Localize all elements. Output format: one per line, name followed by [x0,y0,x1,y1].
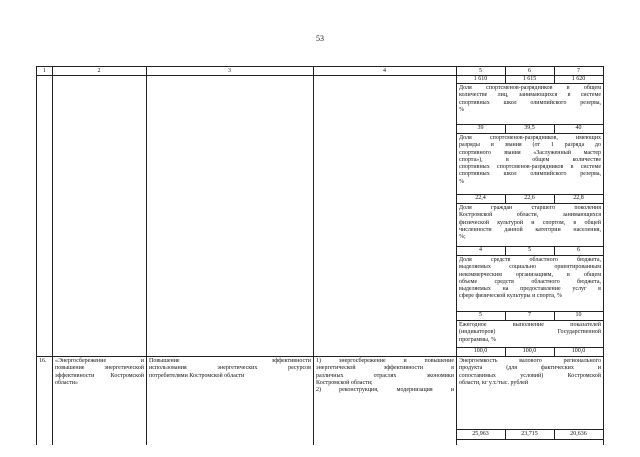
indicator-value: 22,6 [524,195,535,201]
page-number: 53 [316,34,324,43]
indicator-value: 100,0 [571,348,586,354]
indicator-value: 7 [528,312,531,318]
indicator-text: Доля спортсменов-разрядников в общем количестве лиц, занимающихся в системе спортивных школ олимпийского резерва, % [459,85,601,113]
indicator-value: 22,8 [573,195,584,201]
row-divider [456,255,604,256]
row-divider [37,356,604,357]
row-divider [456,320,604,321]
indicator-value: 5 [528,247,531,253]
indicator-text: Энергоемкость валового регионального продукта (для фактических и сопоставимых условий) Костромской области, кг у.т./тыс. рублей [459,358,601,386]
col-header: 4 [383,68,386,74]
row-divider [456,83,604,84]
col-header: 6 [528,68,531,74]
indicator-text: Доля спортсменов-разрядников, имеющих разряды и звания (от 1 разряда до спортивного звания «Заслуженный мастер спорта»), в общем количестве спортивных спортсменов-разрядников в системе спортивных школ олимпийского резерва, % [459,135,601,185]
indicator-value: 40 [575,125,582,131]
indicator-value: 20,636 [570,431,587,437]
indicator-value: 100,0 [522,348,537,354]
indicator-value: 39,5 [524,125,535,131]
indicator-value: 5 [479,312,482,318]
indicator-value: 1 610 [473,76,488,82]
row-divider [456,439,604,440]
row-number: 16. [39,358,47,364]
program-name: «Энергосбережение и повышение энергетической эффективности Костромской области» [55,358,144,386]
col-divider [52,67,53,445]
col-header: 7 [577,68,580,74]
indicator-value: 22,4 [475,195,486,201]
indicator-value: 25,963 [472,431,489,437]
program-goal: Повышение эффективности использования энергетических ресурсов потребителями Костромской области [149,358,311,379]
indicator-table [36,66,604,445]
row-divider [456,203,604,204]
indicator-value: 23,715 [521,431,538,437]
col-divider [313,67,314,445]
indicator-value: 6 [577,247,580,253]
indicator-text: Ежегодное выполнение показателей (индикаторов) Государственной программы, % [459,322,601,343]
indicator-value: 1 620 [571,76,586,82]
program-tasks: 1) энергосбережение и повышение энергетической эффективности в различных отраслях экономики Костромской области; 2) реконструкция, модернизация и [316,358,454,394]
col-header: 3 [228,68,231,74]
indicator-text: Доля средств областного бюджета, выделяемых социально ориентированным некоммерческим организациям, в общем объеме средств областного бюджета, выделяемых на предоставление услуг в сфере физической культуры и спорта, % [459,257,601,300]
col-header: 5 [479,68,482,74]
indicator-value: 39 [477,125,484,131]
indicator-value: 1 615 [522,76,537,82]
col-header: 2 [97,68,101,74]
col-header: 1 [43,68,46,74]
indicator-value: 100,0 [473,348,488,354]
col-divider [146,67,147,445]
indicator-value: 4 [479,247,482,253]
row-divider [456,133,604,134]
indicator-text: Доля граждан старшего поколения Костромской области, занимающихся физической культурой и спортом, в общей численности данной категории населения, %; [459,205,601,241]
indicator-value: 10 [575,312,582,318]
